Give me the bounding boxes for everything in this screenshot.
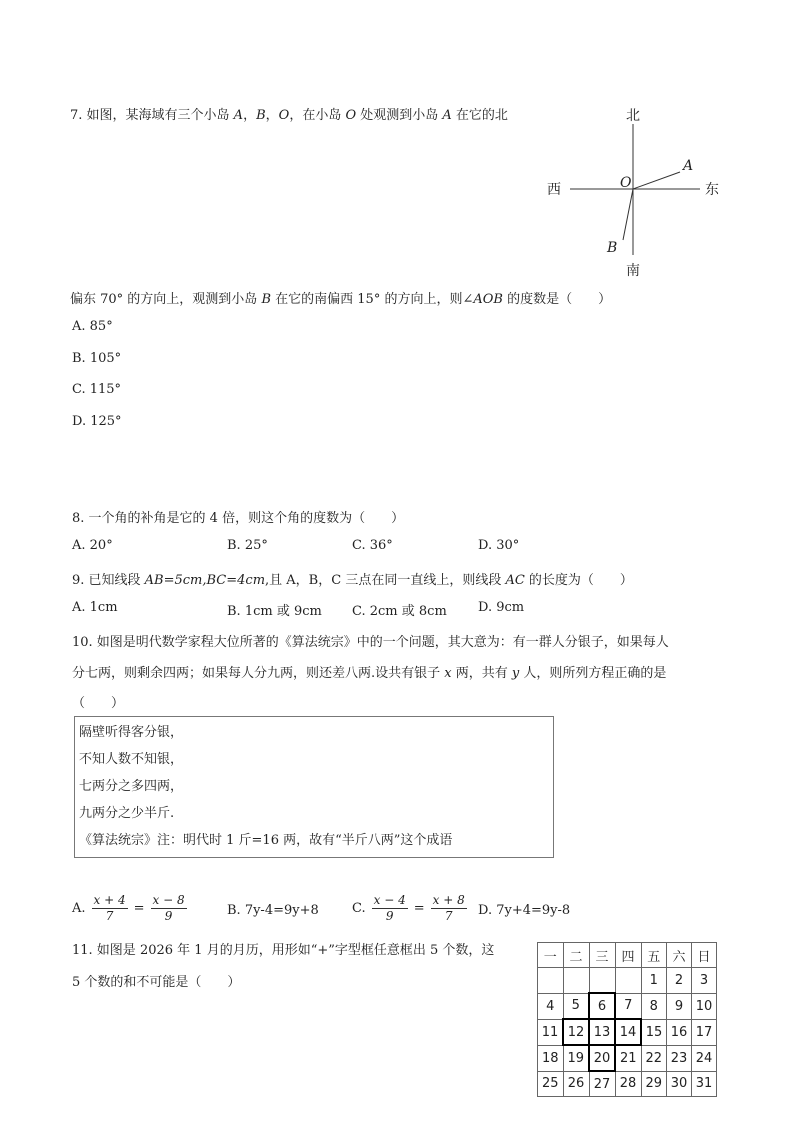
calendar-cell [589, 968, 615, 994]
calendar-cell: 6 [589, 993, 615, 1019]
q11-stem-line1: 11. 如图是 2026 年 1 月的月历，用形如“+”字型框任意框出 5 个数，这 [72, 943, 495, 958]
calendar-cell: 21 [615, 1045, 641, 1071]
calendar-cell: 12 [563, 1019, 589, 1045]
q7-stem-line2: 偏东 70° 的方向上，观测到小岛 B 在它的南偏西 15° 的方向上，则∠AOB 的度数是（ ） [70, 292, 612, 307]
calendar-cell: 26 [563, 1071, 589, 1097]
calendar-cell: 28 [615, 1071, 641, 1097]
q9-stem: 9. 已知线段 AB=5cm,BC=4cm,且 A，B，C 三点在同一直线上，则线段 AC 的长度为（ ） [72, 573, 633, 588]
q9-option-d: D. 9cm [478, 600, 525, 615]
q8-option-a: A. 20° [72, 538, 113, 553]
q8-option-c: C. 36° [352, 538, 393, 553]
calendar-cell: 2 [667, 968, 692, 994]
calendar-header: 五 [641, 943, 667, 968]
calendar-cell: 29 [641, 1071, 667, 1097]
calendar-cell: 16 [667, 1019, 692, 1045]
calendar-cell: 13 [589, 1019, 615, 1045]
east-label: 东 [705, 182, 719, 198]
calendar-cell: 20 [589, 1045, 615, 1071]
point-b-label: B [607, 240, 618, 256]
calendar-week-row [538, 993, 717, 1019]
compass-diagram [540, 100, 730, 285]
calendar-cell: 17 [692, 1019, 717, 1045]
south-label: 南 [626, 263, 640, 279]
poem-box [74, 716, 554, 858]
calendar-cell: 25 [538, 1071, 564, 1097]
calendar-cell: 1 [641, 968, 667, 994]
calendar-cell [615, 968, 641, 994]
calendar-cell: 18 [538, 1045, 564, 1071]
point-o-label: O [620, 175, 632, 191]
calendar-cell [563, 968, 589, 994]
calendar-cell: 8 [641, 993, 667, 1019]
q9-option-c: C. 2cm 或 8cm [352, 604, 447, 619]
calendar-week-row [538, 1045, 717, 1071]
calendar-cell: 15 [641, 1019, 667, 1045]
q10-option-a: A. $\frac{x + 4}{7}$ = $\frac{x - 8}{9}$ [72, 893, 185, 923]
calendar-cell: 23 [667, 1045, 692, 1071]
poem-line-4: 九两分之少半斤. [79, 806, 175, 821]
calendar-header: 三 [589, 943, 615, 968]
calendar-cell: 4 [538, 993, 564, 1019]
calendar-cell: 7 [615, 993, 641, 1019]
poem-line-1: 隔壁听得客分银， [79, 725, 184, 740]
calendar-cell: 9 [667, 993, 692, 1019]
q10-option-b: B. 7y-4=9y+8 [227, 903, 319, 918]
q7-option-b: B. 105° [72, 351, 122, 366]
q10-stem-line2: 分七两，则剩余四两；如果每人分九两，则还差八两.设共有银子 x 两，共有 y 人，则所列方程正确的是 [72, 666, 667, 681]
calendar-cell: 24 [692, 1045, 717, 1071]
q8-stem: 8. 一个角的补角是它的 4 倍，则这个角的度数为（ ） [72, 511, 405, 526]
q7-option-d: D. 125° [72, 414, 122, 429]
q10-option-c: C. $\frac{x - 4}{9}$ = $\frac{x + 8}{7}$ [352, 893, 465, 923]
calendar-header: 日 [692, 943, 717, 968]
ray-oa [633, 172, 680, 189]
calendar-cell [538, 968, 564, 994]
q10-option-d: D. 7y+4=9y-8 [478, 903, 571, 918]
calendar-week-row [538, 968, 717, 994]
q7-option-a: A. 85° [72, 319, 113, 334]
calendar-header: 一 [538, 943, 564, 968]
calendar-cell: 3 [692, 968, 717, 994]
calendar-cell: 14 [615, 1019, 641, 1045]
west-label: 西 [547, 182, 561, 198]
poem-line-2: 不知人数不知银， [79, 752, 184, 767]
calendar-week-row [538, 1071, 717, 1097]
calendar-cell: 5 [563, 993, 589, 1019]
calendar-cell: 19 [563, 1045, 589, 1071]
q8-option-b: B. 25° [227, 538, 268, 553]
north-label: 北 [626, 108, 640, 124]
q9-option-a: A. 1cm [72, 600, 118, 615]
q7-option-c: C. 115° [72, 382, 122, 397]
poem-line-5: 《算法统宗》注：明代时 1 斤=16 两，故有“半斤八两”这个成语 [79, 833, 453, 848]
calendar-header-row [538, 943, 717, 968]
calendar-cell: 27 [589, 1071, 615, 1097]
calendar-table [537, 942, 717, 1097]
q8-option-d: D. 30° [478, 538, 520, 553]
q10-stem-line3: （ ） [72, 696, 125, 711]
calendar-header: 六 [667, 943, 692, 968]
calendar-header: 二 [563, 943, 589, 968]
q9-option-b: B. 1cm 或 9cm [227, 604, 322, 619]
calendar-cell: 30 [667, 1071, 692, 1097]
q11-stem-line2: 5 个数的和不可能是（ ） [72, 975, 241, 990]
calendar-cell: 11 [538, 1019, 564, 1045]
point-a-label: A [683, 158, 694, 174]
calendar-cell: 22 [641, 1045, 667, 1071]
calendar-cell: 10 [692, 993, 717, 1019]
poem-line-3: 七两分之多四两， [79, 779, 184, 794]
q7-stem-line1: 7. 如图，某海域有三个小岛 A，B，O，在小岛 O 处观测到小岛 A 在它的北 [70, 108, 508, 123]
calendar-cell: 31 [692, 1071, 717, 1097]
ray-ob [623, 189, 633, 240]
calendar-week-row [538, 1019, 717, 1045]
q10-stem-line1: 10. 如图是明代数学家程大位所著的《算法统宗》中的一个问题，其大意为：有一群人分银子，如果每人 [72, 635, 669, 650]
calendar-header: 四 [615, 943, 641, 968]
